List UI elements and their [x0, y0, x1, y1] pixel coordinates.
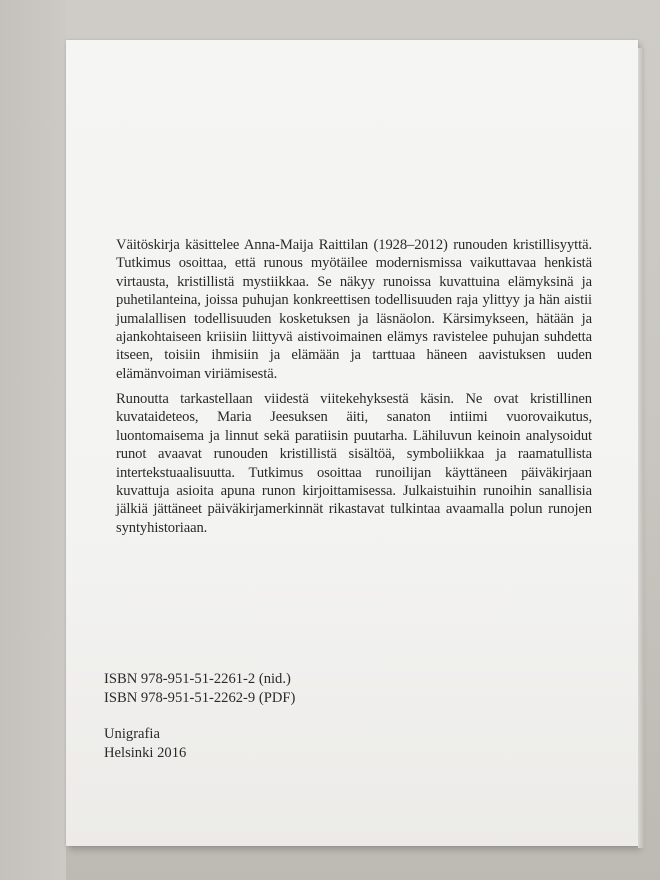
abstract-text-1: Väitöskirja käsittelee Anna-Maija Raittilan (1928–2012) runouden kristillisyyttä. Tutkimus osoittaa, että runous myötäilee modernismissa vaikuttavaa henkistä virtausta, kristillistä mystiikkaa. Se näkyy runoissa kuvattuina elämyksinä ja puhetilanteina, joissa puhujan konkreettisen todellisuuden raja ylittyy ja hän aistii jumalallisen todellisuuden kosketuksen ja läsnäolon. Kärsimykseen, hätään ja ajankohtaiseen kriisiin liittyvä aistivoimainen elämys ravistelee puhujan suhdetta itseen, toisiin ihmisiin ja elämään ja tarttuaa häneen aavistuksen uuden elämänvoiman viriämisestä. [116, 237, 592, 382]
isbn-print: ISBN 978-951-51-2261-2 (nid.) [104, 671, 291, 687]
abstract-paragraph-2 [116, 390, 592, 537]
abstract-text-2: Runoutta tarkastellaan viidestä viitekehyksestä käsin. Ne ovat kristillinen kuvataideteos, Maria Jeesuksen äiti, sanaton intiimi vuorovaikutus, luontomaisema ja linnut sekä paratiisin puutarha. Lähiluvun keinoin analysoidut runot avaavat runouden kristillistä sisältöä, symboliikkaa ja raamatullista intertekstuaalisuutta. Tutkimus osoittaa runoilijan käyttäneen päiväkirjaan kuvattuja asioita apuna runon kirjoittamisessa. Julkaistuihin runoihin sanallisia jälkiä jättäneet päiväkirjamerkinnät rikastavat tulkintaa avaamalla polun runojen syntyhistoriaan. [116, 391, 592, 536]
isbn-pdf: ISBN 978-951-51-2262-9 (PDF) [104, 690, 296, 706]
publisher-place-year: Helsinki 2016 [104, 745, 187, 761]
table-surface [0, 0, 66, 880]
isbn-block [104, 670, 404, 708]
publisher-block [104, 725, 404, 763]
abstract-paragraph-1 [116, 236, 592, 383]
publisher-name: Unigrafia [104, 726, 160, 742]
book-back-cover [66, 40, 638, 846]
